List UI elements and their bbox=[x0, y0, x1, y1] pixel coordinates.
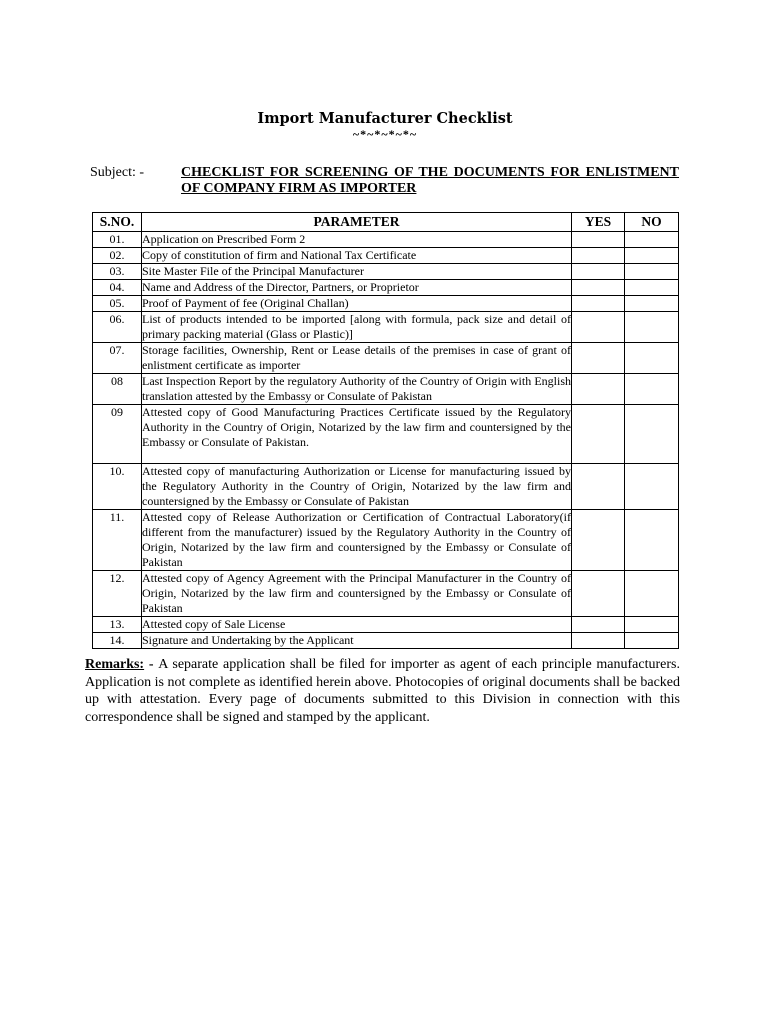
row-parameter: Name and Address of the Director, Partners, or Proprietor bbox=[142, 280, 572, 296]
no-checkbox-cell[interactable] bbox=[625, 510, 679, 571]
row-sno: 08 bbox=[93, 374, 142, 405]
no-checkbox-cell[interactable] bbox=[625, 617, 679, 633]
table-row bbox=[93, 464, 679, 510]
no-checkbox-cell[interactable] bbox=[625, 232, 679, 248]
row-sno: 12. bbox=[93, 571, 142, 617]
yes-checkbox-cell[interactable] bbox=[572, 571, 625, 617]
remarks-dash: - bbox=[144, 657, 159, 672]
yes-checkbox-cell[interactable] bbox=[572, 374, 625, 405]
table-row bbox=[93, 571, 679, 617]
no-checkbox-cell[interactable] bbox=[625, 343, 679, 374]
row-parameter: Attested copy of Sale License bbox=[142, 617, 572, 633]
yes-checkbox-cell[interactable] bbox=[572, 464, 625, 510]
row-sno: 09 bbox=[93, 405, 142, 464]
row-parameter: Attested copy of Good Manufacturing Practices Certificate issued by the Regulatory Authority in the Country of Origin, Notarized by the law firm and countersigned by the Embassy or Consulate of Pakistan. bbox=[142, 405, 572, 464]
row-parameter: List of products intended to be imported [along with formula, pack size and detail of primary packing material (Glass or Plastic)] bbox=[142, 312, 571, 341]
yes-checkbox-cell[interactable] bbox=[572, 312, 625, 343]
no-checkbox-cell[interactable] bbox=[625, 633, 679, 649]
yes-checkbox-cell[interactable] bbox=[572, 296, 625, 312]
table-row bbox=[93, 633, 679, 649]
no-checkbox-cell[interactable] bbox=[625, 464, 679, 510]
yes-checkbox-cell[interactable] bbox=[572, 232, 625, 248]
row-parameter: Attested copy of Release Authorization or Certification of Contractual Laboratory(if different from the manufacturer) issued by the Regulatory Authority in the Country of Origin, Notarized by the law firm and countersigned by the Embassy or Consulate of Pakistan bbox=[142, 510, 571, 569]
row-parameter: Attested copy of manufacturing Authorization or License for manufacturing issued by the Regulatory Authority in the Country of Origin, Notarized by the law firm and countersigned by the Embassy or Consulate of Pakistan bbox=[142, 464, 571, 508]
table-row bbox=[93, 312, 679, 343]
table-header-row bbox=[93, 213, 679, 232]
yes-checkbox-cell[interactable] bbox=[572, 343, 625, 374]
table-row bbox=[93, 510, 679, 571]
row-parameter: Application on Prescribed Form 2 bbox=[142, 232, 572, 248]
subject-label: Subject: - bbox=[90, 165, 145, 180]
row-parameter: Storage facilities, Ownership, Rent or Lease details of the premises in case of grant of enlistment certificate as importer bbox=[142, 343, 571, 372]
row-parameter: Signature and Undertaking by the Applicant bbox=[142, 633, 572, 649]
row-sno: 13. bbox=[93, 617, 142, 633]
no-checkbox-cell[interactable] bbox=[625, 296, 679, 312]
no-checkbox-cell[interactable] bbox=[625, 312, 679, 343]
row-sno: 03. bbox=[93, 264, 142, 280]
header-no: NO bbox=[625, 213, 679, 232]
subject-text: CHECKLIST FOR SCREENING OF THE DOCUMENTS FOR ENLISTMENT OF COMPANY FIRM AS IMPORTER bbox=[181, 165, 679, 196]
header-sno: S.NO. bbox=[93, 213, 142, 232]
row-parameter: Proof of Payment of fee (Original Challan) bbox=[142, 296, 572, 312]
yes-checkbox-cell[interactable] bbox=[572, 510, 625, 571]
title-divider: ~*~*~*~*~ bbox=[352, 127, 418, 141]
row-parameter: Last Inspection Report by the regulatory Authority of the Country of Origin with English translation attested by the Embassy or Consulate of Pakistan bbox=[142, 374, 571, 403]
no-checkbox-cell[interactable] bbox=[625, 405, 679, 464]
yes-checkbox-cell[interactable] bbox=[572, 280, 625, 296]
table-row bbox=[93, 232, 679, 248]
row-parameter: Site Master File of the Principal Manufacturer bbox=[142, 264, 572, 280]
checklist-table bbox=[92, 212, 679, 649]
header-parameter: PARAMETER bbox=[142, 213, 572, 232]
row-sno: 14. bbox=[93, 633, 142, 649]
table-row bbox=[93, 296, 679, 312]
row-sno: 07. bbox=[93, 343, 142, 374]
table-row bbox=[93, 617, 679, 633]
row-sno: 11. bbox=[93, 510, 142, 571]
row-sno: 10. bbox=[93, 464, 142, 510]
no-checkbox-cell[interactable] bbox=[625, 374, 679, 405]
row-sno: 06. bbox=[93, 312, 142, 343]
yes-checkbox-cell[interactable] bbox=[572, 617, 625, 633]
no-checkbox-cell[interactable] bbox=[625, 248, 679, 264]
remarks-paragraph bbox=[85, 656, 680, 726]
remarks-text: A separate application shall be filed for importer as agent of each principle manufacturers. Application is not complete as identified herein above. Photocopies of original documents shall be backed up with attestation. Every page of documents submitted to this Division in connection with this correspondence shall be signed and stamped by the applicant. bbox=[85, 657, 680, 725]
table-row bbox=[93, 405, 679, 464]
table-row bbox=[93, 264, 679, 280]
yes-checkbox-cell[interactable] bbox=[572, 248, 625, 264]
row-parameter: Attested copy of Agency Agreement with the Principal Manufacturer in the Country of Origin, Notarized by the law firm and countersigned by the Embassy or Consulate of Pakistan bbox=[142, 571, 571, 615]
row-sno: 01. bbox=[93, 232, 142, 248]
header-yes: YES bbox=[572, 213, 625, 232]
table-row bbox=[93, 248, 679, 264]
row-sno: 04. bbox=[93, 280, 142, 296]
yes-checkbox-cell[interactable] bbox=[572, 405, 625, 464]
no-checkbox-cell[interactable] bbox=[625, 280, 679, 296]
table-row bbox=[93, 374, 679, 405]
row-sno: 05. bbox=[93, 296, 142, 312]
no-checkbox-cell[interactable] bbox=[625, 571, 679, 617]
yes-checkbox-cell[interactable] bbox=[572, 633, 625, 649]
yes-checkbox-cell[interactable] bbox=[572, 264, 625, 280]
remarks-label: Remarks: bbox=[85, 657, 145, 672]
document-title: Import Manufacturer Checklist bbox=[257, 110, 513, 127]
row-parameter: Copy of constitution of firm and National Tax Certificate bbox=[142, 248, 572, 264]
row-sno: 02. bbox=[93, 248, 142, 264]
table-row bbox=[93, 280, 679, 296]
table-row bbox=[93, 343, 679, 374]
no-checkbox-cell[interactable] bbox=[625, 264, 679, 280]
